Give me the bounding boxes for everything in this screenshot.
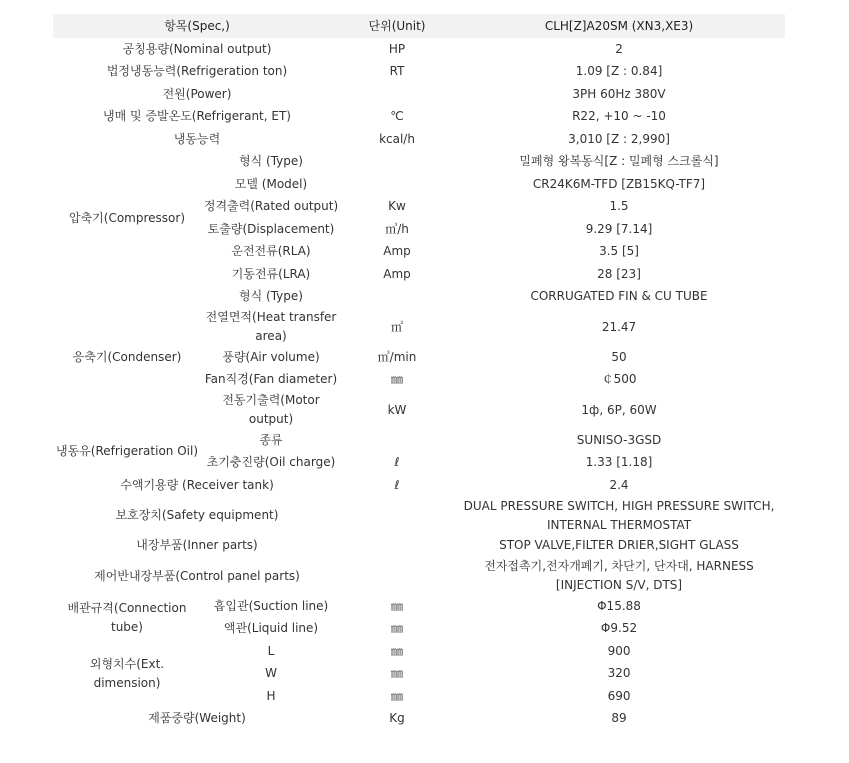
table-header-row: [53, 14, 785, 38]
row-unit: ㎜: [391, 621, 404, 636]
row-label: 법정냉동능력(Refrigeration ton): [106, 64, 288, 79]
row-unit: ℃: [390, 109, 404, 124]
table-row: [53, 128, 785, 151]
row-value: 89: [611, 711, 627, 726]
row-label: 전원(Power): [162, 86, 232, 101]
table-row: [53, 708, 785, 731]
row-value: 900: [607, 643, 631, 658]
row-unit: ㎜: [391, 666, 404, 681]
row-label: 형식 (Type): [239, 289, 303, 304]
table-row: [53, 497, 785, 535]
row-label: 보호장치(Safety equipment): [115, 508, 279, 522]
row-label: 제어반내장부품(Control panel parts): [94, 568, 300, 583]
row-value: 2.4: [609, 477, 629, 492]
row-label: W: [265, 666, 277, 681]
row-value: CR24K6M-TFD [ZB15KQ-TF7]: [532, 176, 706, 191]
table-row: [53, 595, 785, 618]
row-label: 제품중량(Weight): [148, 711, 246, 726]
spec-table: [53, 14, 785, 730]
row-label: 풍량(Air volume): [222, 349, 320, 364]
row-value: STOP VALVE,FILTER DRIER,SIGHT GLASS: [499, 538, 739, 553]
table-row: [53, 286, 785, 309]
header-spec: 항목(Spec,): [53, 14, 341, 38]
row-unit: [341, 497, 453, 535]
header-unit: 단위(Unit): [341, 14, 453, 38]
row-unit: ㎥/h: [385, 221, 409, 236]
row-unit: kW: [387, 402, 407, 417]
row-unit: ㎜: [391, 598, 404, 613]
row-value: 1.09 [Z : 0.84]: [575, 64, 663, 79]
table-row: [53, 557, 785, 595]
row-unit: Kw: [388, 199, 406, 214]
row-value: 690: [607, 688, 631, 703]
table-row: [53, 83, 785, 106]
row-value: R22, +10 ~ -10: [572, 109, 666, 124]
row-value: Φ9.52: [600, 621, 638, 636]
row-unit: [341, 535, 453, 558]
row-value: SUNISO-3GSD: [576, 432, 662, 447]
row-label: 운전전류(RLA): [231, 244, 311, 259]
row-unit: Kg: [389, 711, 405, 726]
row-label: 정격출력(Rated output): [203, 199, 339, 214]
row-value: 1ф, 6P, 60W: [581, 402, 657, 417]
row-value: 3PH 60Hz 380V: [572, 86, 666, 101]
spec-table-container: [53, 14, 785, 730]
row-label: 수액기용량 (Receiver tank): [120, 477, 274, 492]
row-label: 전동기출력(Motor output): [222, 393, 320, 426]
row-label: 흡입관(Suction line): [213, 598, 329, 613]
table-row: [53, 640, 785, 663]
row-unit: [341, 83, 453, 106]
row-value: DUAL PRESSURE SWITCH, HIGH PRESSURE SWITCH, INTERNAL THERMOSTAT: [463, 498, 775, 532]
row-label: 초기충진량(Oil charge): [206, 455, 336, 470]
row-label: 형식 (Type): [239, 154, 303, 169]
row-unit: [341, 286, 453, 309]
table-row: [53, 474, 785, 497]
row-value: 21.47: [601, 319, 637, 334]
row-unit: kcal/h: [379, 131, 415, 146]
row-label: 토출량(Displacement): [207, 221, 335, 236]
row-value: Φ15.88: [597, 598, 641, 613]
row-label: 모델 (Model): [234, 176, 308, 191]
row-value: 50: [611, 349, 627, 364]
row-value: 1.33 [1.18]: [585, 455, 653, 470]
row-value: CORRUGATED FIN & CU TUBE: [530, 289, 708, 304]
row-label: 전열면적(Heat transfer area): [205, 310, 337, 343]
row-unit: [341, 429, 453, 452]
row-label: 냉매 및 증발온도(Refrigerant, ET): [103, 109, 291, 124]
row-unit: [341, 151, 453, 174]
row-value: 28 [23]: [597, 266, 641, 281]
table-row: [53, 429, 785, 452]
row-value: ￠500: [601, 372, 637, 387]
row-unit: ㎥/min: [377, 349, 417, 364]
row-label: 액관(Liquid line): [223, 621, 319, 636]
row-label: H: [266, 688, 276, 703]
row-value: 320: [607, 666, 631, 681]
row-label: 내장부품(Inner parts): [136, 538, 258, 553]
row-label: L: [267, 643, 275, 658]
row-unit: [341, 173, 453, 196]
row-unit: ℓ: [394, 455, 400, 470]
table-row: [53, 61, 785, 84]
row-label: 공칭용량(Nominal output): [122, 41, 272, 56]
table-row: [53, 106, 785, 129]
row-value: 전자접촉기,전자개폐기, 차단기, 단자대, HARNESS [INJECTION S/V, DTS]: [484, 559, 754, 592]
group-label-dimension: 외형치수(Ext. dimension): [89, 656, 165, 690]
row-value: 1.5: [609, 199, 629, 214]
group-label-condenser: 응축기(Condenser): [72, 349, 182, 364]
row-value: 밀폐형 왕복동식[Z : 밀폐형 스크롤식]: [519, 154, 719, 169]
row-unit: ㎡: [391, 319, 404, 334]
row-unit: ㎜: [391, 688, 404, 703]
table-row: [53, 535, 785, 558]
row-label: 종류: [259, 432, 283, 447]
group-label-oil: 냉동유(Refrigeration Oil): [55, 444, 198, 458]
row-unit: Amp: [383, 244, 411, 259]
row-unit: Amp: [383, 266, 411, 281]
row-value: 2: [615, 41, 623, 56]
row-value: 3,010 [Z : 2,990]: [568, 131, 670, 146]
row-unit: ℓ: [394, 477, 400, 492]
row-unit: [341, 557, 453, 595]
header-model: CLH[Z]A20SM (XN3,XE3): [453, 14, 785, 38]
row-unit: RT: [389, 64, 405, 79]
row-label: 기동전류(LRA): [231, 266, 311, 281]
table-row: [53, 151, 785, 174]
row-value: 9.29 [7.14]: [585, 221, 653, 236]
row-unit: ㎜: [391, 643, 404, 658]
row-label: 냉동능력: [173, 131, 221, 146]
table-row: [53, 38, 785, 61]
group-label-tube: 배관규격(Connection tube): [67, 600, 187, 634]
row-label: Fan직경(Fan diameter): [204, 372, 338, 387]
row-unit: HP: [388, 41, 406, 56]
group-label-compressor: 압축기(Compressor): [69, 210, 185, 225]
row-value: 3.5 [5]: [599, 244, 639, 259]
row-unit: ㎜: [391, 372, 404, 387]
